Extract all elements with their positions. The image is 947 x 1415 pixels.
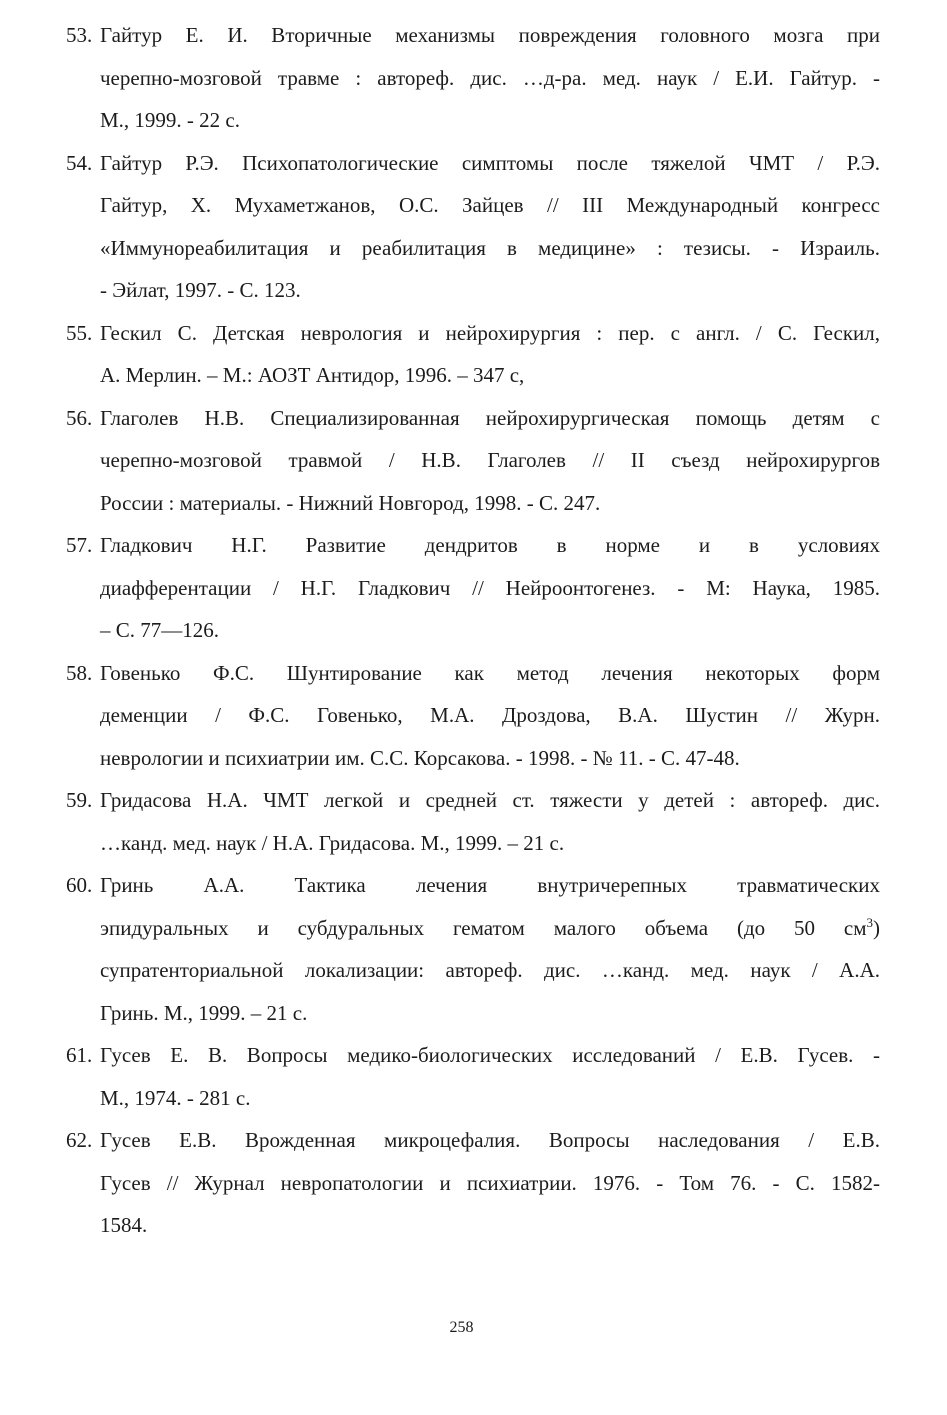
reference-line: Гусев Е. В. Вопросы медико-биологических исследований / Е.В. Гусев. - <box>100 1043 880 1067</box>
reference-line: «Иммунореабилитация и реабилитация в медицине» : тезисы. - Израиль. <box>100 235 880 260</box>
reference-line: диафферентации / Н.Г. Гладкович // Нейроонтогенез. - М: Наука, 1985. <box>100 575 880 600</box>
reference-number: 56. <box>66 405 93 430</box>
reference-number: 54. <box>66 150 93 175</box>
reference-list <box>66 14 880 1247</box>
reference-line: А. Мерлин. – М.: АОЗТ Антидор, 1996. – 347 с, <box>100 363 525 387</box>
reference-line: Глаголев Н.В. Специализированная нейрохирургическая помощь детям с <box>100 405 880 430</box>
reference-item-60 <box>66 864 880 1034</box>
reference-item-58 <box>66 652 880 780</box>
reference-line: Гайтур, Х. Мухаметжанов, О.С. Зайцев // III Международный конгресс <box>100 193 880 217</box>
reference-item-53 <box>66 14 880 142</box>
reference-line: М., 1999. - 22 с. <box>100 108 240 132</box>
reference-line: Гусев Е.В. Врожденная микроцефалия. Вопросы наследования / Е.В. <box>100 1128 880 1152</box>
reference-line: России : материалы. - Нижний Новгород, 1998. - С. 247. <box>100 490 601 515</box>
reference-item-54 <box>66 142 880 312</box>
reference-line: Гайтур Е. И. Вторичные механизмы повреждения головного мозга при <box>100 23 880 47</box>
reference-number: 62. <box>66 1128 93 1152</box>
reference-line: Гладкович Н.Г. Развитие дендритов в норме и в условиях <box>100 533 880 557</box>
reference-number: 60. <box>66 873 93 897</box>
reference-number: 53. <box>66 23 93 47</box>
reference-line: черепно-мозговой травме : автореф. дис. …д-ра. мед. наук / Е.И. Гайтур. - <box>100 65 880 90</box>
reference-item-59 <box>66 779 880 864</box>
closing-parenthesis: ) <box>873 915 880 940</box>
reference-line: Гескил С. Детская неврология и нейрохирургия : пер. с англ. / С. Гескил, <box>100 320 880 345</box>
reference-line-text: эпидуральных и субдуральных гематом малого объема (до 50 см <box>100 915 867 940</box>
reference-line: Гринь. М., 1999. – 21 с. <box>100 1000 308 1025</box>
reference-item-61 <box>66 1034 880 1119</box>
reference-line: Гринь А.А. Тактика лечения внутричерепных травматических <box>100 873 880 897</box>
reference-item-62 <box>66 1119 880 1247</box>
reference-line: черепно-мозговой травмой / Н.В. Глаголев // II съезд нейрохирургов <box>100 448 880 472</box>
reference-item-56 <box>66 397 880 525</box>
reference-line: Гридасова Н.А. ЧМТ легкой и средней ст. тяжести у детей : автореф. дис. <box>100 788 880 812</box>
reference-line: …канд. мед. наук / Н.А. Гридасова. М., 1999. – 21 с. <box>100 830 565 855</box>
reference-number: 59. <box>66 788 93 812</box>
reference-line: Гайтур Р.Э. Психопатологические симптомы после тяжелой ЧМТ / Р.Э. <box>100 150 880 175</box>
page-number: 258 <box>449 1319 474 1336</box>
reference-item-57 <box>66 524 880 652</box>
reference-line: Гусев // Журнал невропатологии и психиатрии. 1976. - Том 76. - С. 1582- <box>100 1170 880 1195</box>
reference-item-55 <box>66 312 880 397</box>
reference-number: 57. <box>66 533 93 557</box>
reference-number: 55. <box>66 320 93 345</box>
reference-line: неврологии и психиатрии им. С.С. Корсакова. - 1998. - № 11. - С. 47-48. <box>100 745 740 770</box>
reference-line: супратенториальной локализации: автореф. дис. …канд. мед. наук / А.А. <box>100 958 880 982</box>
reference-line-with-superscript <box>100 907 880 950</box>
reference-line: М., 1974. - 281 с. <box>100 1085 251 1110</box>
reference-number: 58. <box>66 660 93 685</box>
superscript: 3 <box>866 914 873 930</box>
reference-line: 1584. <box>100 1213 148 1237</box>
reference-line: деменции / Ф.С. Говенько, М.А. Дроздова, В.А. Шустин // Журн. <box>100 703 880 727</box>
reference-line: – С. 77—126. <box>100 618 220 642</box>
reference-line: - Эйлат, 1997. - С. 123. <box>100 278 301 302</box>
reference-line: Говенько Ф.С. Шунтирование как метод лечения некоторых форм <box>100 660 880 685</box>
reference-number: 61. <box>66 1043 93 1067</box>
